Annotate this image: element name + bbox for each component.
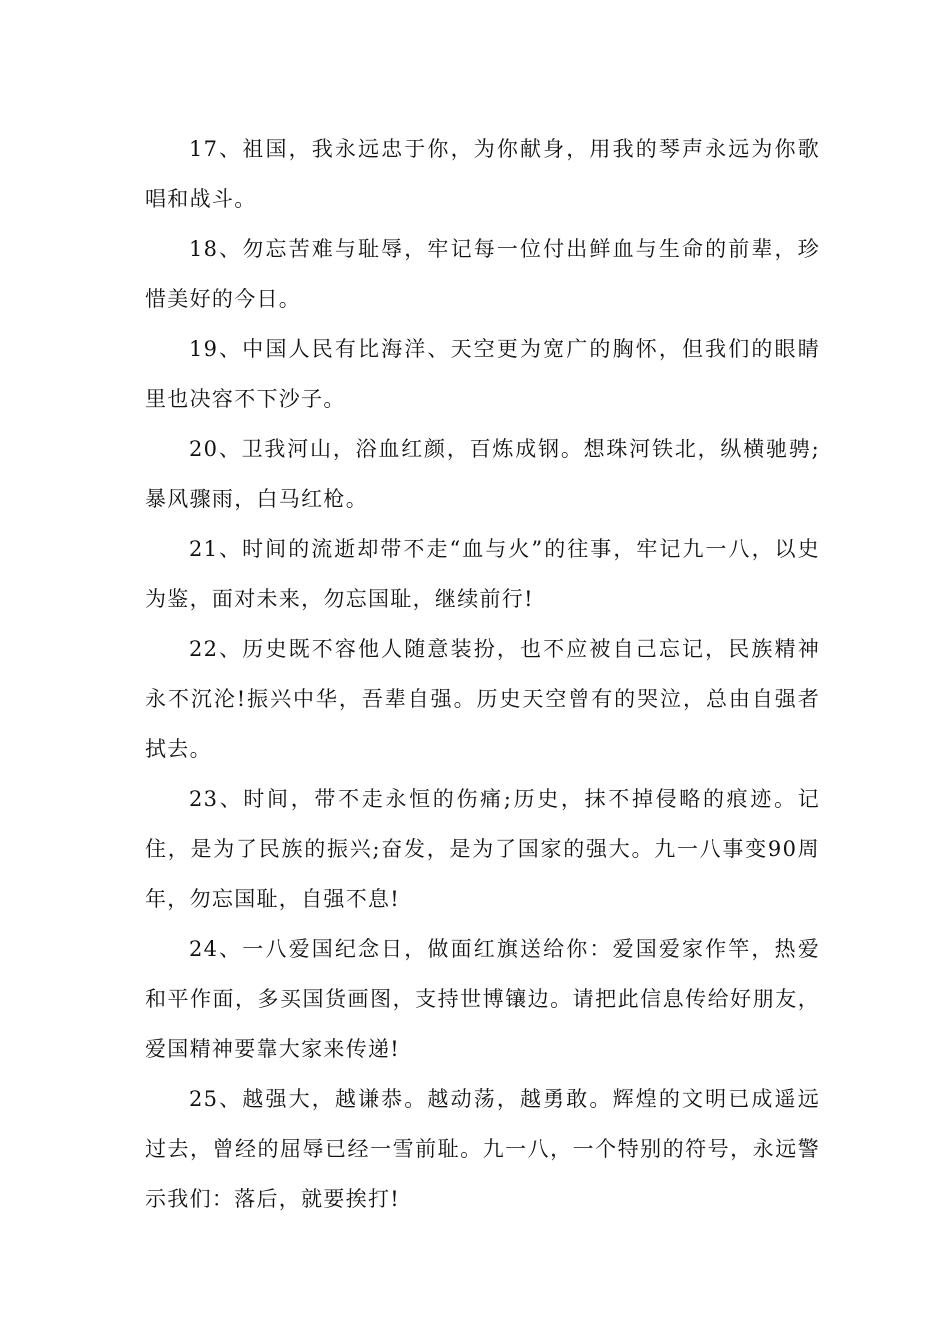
paragraph-24: 24、一八爱国纪念日，做面红旗送给你：爱国爱家作竿，热爱和平作面，多买国货画图，支持世博镶边。请把此信息传给好朋友，爱国精神要靠大家来传递!: [145, 937, 820, 1061]
paragraph-21: 21、时间的流逝却带不走“血与火”的往事，牢记九一八，以史为鉴，面对未来，勿忘国耻，继续前行!: [145, 537, 820, 611]
paragraph-25: 25、越强大，越谦恭。越动荡，越勇敢。辉煌的文明已成遥远过去，曾经的屈辱已经一雪前耻。九一八，一个特别的符号，永远警示我们：落后，就要挨打!: [145, 1087, 820, 1211]
paragraph-22: 22、历史既不容他人随意装扮，也不应被自己忘记，民族精神永不沉沦!振兴中华，吾辈自强。历史天空曾有的哭泣，总由自强者拭去。: [145, 637, 820, 761]
paragraph-17: 17、祖国，我永远忠于你，为你献身，用我的琴声永远为你歌唱和战斗。: [145, 137, 820, 211]
paragraph-20: 20、卫我河山，浴血红颜，百炼成钢。想珠河铁北，纵横驰骋;暴风骤雨，白马红枪。: [145, 437, 820, 511]
paragraph-23: 23、时间，带不走永恒的伤痛;历史，抹不掉侵略的痕迹。记住，是为了民族的振兴;奋发，是为了国家的强大。九一八事变90周年，勿忘国耻，自强不息!: [145, 787, 820, 911]
paragraph-19: 19、中国人民有比海洋、天空更为宽广的胸怀，但我们的眼睛里也决容不下沙子。: [145, 337, 820, 411]
paragraph-18: 18、勿忘苦难与耻辱，牢记每一位付出鲜血与生命的前辈，珍惜美好的今日。: [145, 237, 820, 311]
